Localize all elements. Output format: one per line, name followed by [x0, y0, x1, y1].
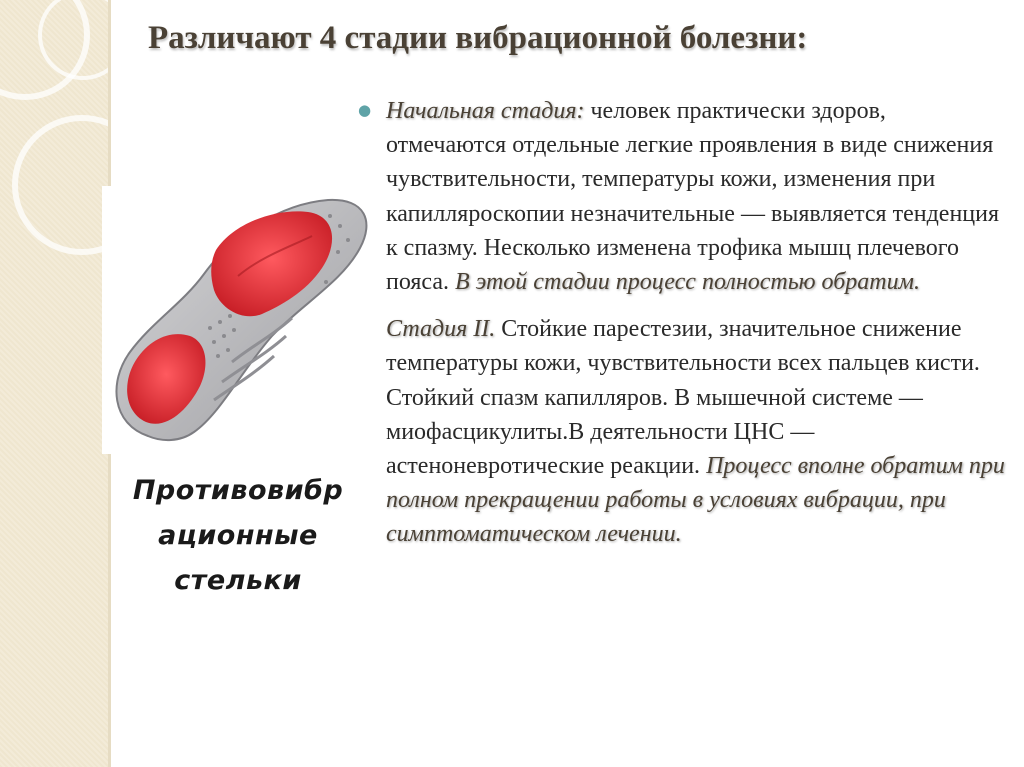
stage-1-label: Начальная стадия: [386, 98, 585, 124]
stage-1-emphasis: В этой стадии процесс полностью обратим. [455, 269, 920, 296]
slide-title: Различают 4 стадии вибрационной болезни: [148, 20, 808, 56]
decorative-circle [12, 115, 110, 255]
caption-line: Противовибр [132, 475, 344, 506]
image-caption [112, 468, 364, 603]
insole-image [102, 186, 374, 454]
caption-line: стельки [174, 565, 302, 596]
caption-line: ационные [158, 520, 318, 551]
decorative-side-strip [0, 0, 110, 767]
content-text [386, 94, 1006, 552]
insole-illustration [102, 186, 374, 454]
stage-2-emphasis: Процесс вполне обратим при полном прекращении работы в условиях вибрации, при симптоматическом лечении. [386, 453, 1005, 548]
bullet-dot-icon: ● [358, 101, 372, 119]
stage-2-text: Стойкие парестезии, значительное снижение температуры кожи, чувствительности всех пальцев кисти. Стойкий спазм капилляров. В мышечной системе — миофасцикулиты.В деятельности ЦНС — астеноневротические реакции. [386, 316, 980, 480]
stage-2-paragraph [386, 312, 1006, 551]
stage-2-label: Стадия II. [386, 316, 496, 343]
stage-1-paragraph [386, 94, 1006, 299]
stage-1-text: человек практически здоров, отмечаются отдельные легкие проявления в виде снижения чувствительности, температуры кожи, изменения при капилляроскопии незначительные — выявляется тенденция к спазму. Несколько изменена трофика мышц плечевого пояса. [386, 98, 1000, 296]
